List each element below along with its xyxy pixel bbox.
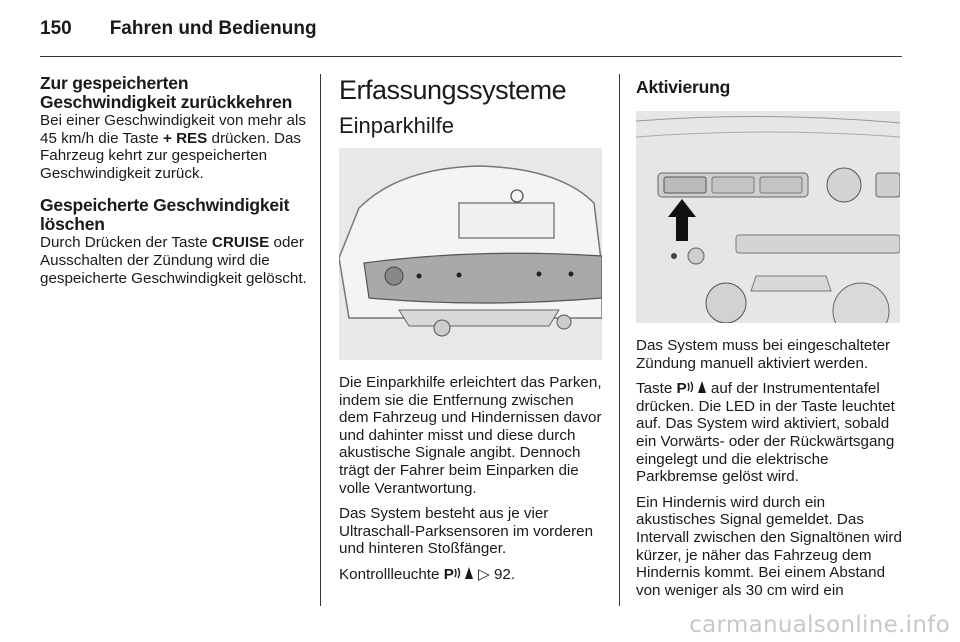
key-cruise-label: CRUISE <box>211 234 270 252</box>
parking-symbol-icon: P <box>444 566 474 583</box>
key-res-label: + RES <box>162 129 208 147</box>
paragraph-sensors: Das System besteht aus je vier Ultraschall-Parksensoren im vorderen und hinteren Stoßfänger. <box>339 505 594 558</box>
column-divider-1 <box>320 74 321 606</box>
header-rule <box>40 56 902 57</box>
figure-dashboard-buttons <box>636 111 900 323</box>
watermark: carmanualsonline.info <box>689 612 950 638</box>
heading-detection-systems: Erfassungssysteme <box>339 75 567 105</box>
page-number: 150 <box>40 18 72 39</box>
dashboard-illustration <box>636 111 900 323</box>
page-header <box>40 18 317 48</box>
text-button-pre: Taste <box>636 380 677 398</box>
column-divider-2 <box>619 74 620 606</box>
text-delete-pre: Durch Drücken der Taste <box>40 234 212 252</box>
text-return-post: drücken. Das Fahrzeug kehrt zur gespeicherten Geschwindigkeit zurück. <box>40 129 302 182</box>
heading-delete-speed: Gespeicherte Geschwindigkeit löschen <box>40 195 290 235</box>
paragraph-indicator <box>339 566 605 584</box>
text-return-pre: Bei einer Geschwindigkeit von mehr als 45 km/h die Taste <box>40 112 306 147</box>
paragraph-parking-intro: Die Einparkhilfe erleichtert das Parken, indem sie die Entfernung zwischen dem Fahrzeug und Hindernissen davor und dahinter misst und diese durch akustische Signale angibt. Dennoch trägt der Fahrer beim Einparken die volle Verantwortung. <box>339 374 602 497</box>
heading-activation: Aktivierung <box>636 77 731 97</box>
text-button-post: auf der Instrumententafel drücken. Die LED in der Taste leuchtet auf. Das System wird aktiviert, sobald ein Vorwärts- oder der Rückwärtsgang eingelegt und die elektrische Parkbremse gelöst wird. <box>636 380 895 486</box>
paragraph-button-press <box>636 380 904 486</box>
paragraph-return-speed <box>40 112 308 182</box>
column-parking <box>339 74 605 592</box>
parking-button-icon: P <box>677 380 707 397</box>
heading-return-speed: Zur gespeicherten Geschwindigkeit zurückkehren <box>40 73 293 112</box>
section-title: Fahren und Bedienung <box>109 18 317 39</box>
figure-rear-bumper <box>339 148 602 360</box>
paragraph-obstacle-signal: Ein Hindernis wird durch ein akustisches Signal gemeldet. Das Intervall zwischen den Signaltönen wird kürzer, je näher das Fahrzeug dem Hindernis kommt. Bei einem Abstand von weniger als 30 cm wird ein <box>636 493 902 599</box>
column-cruise <box>40 74 308 295</box>
heading-parking-assist: Einparkhilfe <box>339 113 454 138</box>
paragraph-manual-activation: Das System muss bei eingeschalteter Zündung manuell aktiviert werden. <box>636 337 891 372</box>
rear-bumper-illustration <box>339 148 602 360</box>
text-indicator-ref: ▷ 92. <box>473 565 516 583</box>
paragraph-delete-speed <box>40 234 308 287</box>
column-activation <box>636 74 904 607</box>
text-delete-post: oder Ausschalten der Zündung wird die gespeicherte Geschwindigkeit gelöscht. <box>40 234 307 287</box>
text-indicator-pre: Kontrollleuchte <box>339 565 444 583</box>
